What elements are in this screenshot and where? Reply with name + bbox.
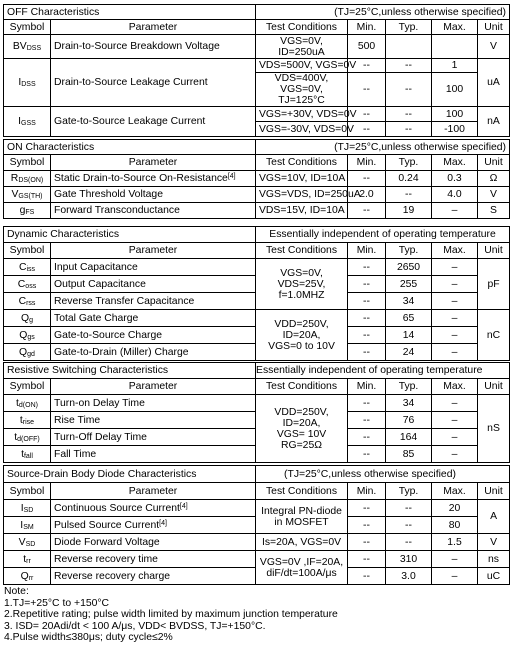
- diode-section-title: Source-Drain Body Diode Characteristics: [4, 466, 256, 483]
- symbol-cell: $t_{fall}$: [4, 446, 51, 463]
- min-cell: --: [348, 327, 386, 344]
- parameter-cell: Reverse recovery charge: [51, 568, 256, 585]
- symbol-cell: $I_{SM}$: [4, 517, 51, 534]
- note-3: 3. ISD= 20Adi/dt < 100 A/μs, VDD< BVDSS, TJ=+150°C.: [4, 620, 266, 632]
- note-4: 4.Pulse width≤380μs; duty cycle≤2%: [4, 632, 173, 644]
- symbol-cell: $t_{rise}$: [4, 412, 51, 429]
- condition-cell: VDS=400V, VGS=0V, TJ=125°C: [256, 73, 348, 107]
- notes-heading: Note:: [4, 586, 29, 597]
- body-diode-table: [3, 465, 510, 585]
- min-cell: --: [348, 293, 386, 310]
- max-cell: –: [432, 568, 478, 585]
- parameter-cell: Gate Threshold Voltage: [51, 187, 256, 203]
- header-max: Max.: [432, 243, 478, 259]
- typ-cell: 85: [386, 446, 432, 463]
- typ-cell: 255: [386, 276, 432, 293]
- typ-cell: 34: [386, 395, 432, 412]
- parameter-cell: Reverse Transfer Capacitance: [51, 293, 256, 310]
- unit-cell: uA: [478, 59, 510, 107]
- min-cell: --: [348, 500, 386, 517]
- header-conditions: Test Conditions: [256, 243, 348, 259]
- max-cell: 100: [432, 107, 478, 122]
- condition-cell: Is=20A, VGS=0V: [256, 534, 348, 551]
- typ-cell: 19: [386, 203, 432, 219]
- min-cell: --: [348, 551, 386, 568]
- table-row: [4, 107, 510, 122]
- header-parameter: Parameter: [51, 379, 256, 395]
- unit-cell: V: [478, 35, 510, 59]
- header-symbol: Symbol: [4, 243, 51, 259]
- min-cell: --: [348, 412, 386, 429]
- condition-cell: VDD=250V, ID=20A, VGS=0 to 10V: [256, 310, 348, 361]
- off-characteristics-table: [3, 4, 510, 137]
- max-cell: 0.3: [432, 171, 478, 187]
- header-unit: Unit: [478, 483, 510, 500]
- header-symbol: Symbol: [4, 483, 51, 500]
- max-cell: 1.5: [432, 534, 478, 551]
- header-max: Max.: [432, 155, 478, 171]
- symbol-cell: $Q_{gs}$: [4, 327, 51, 344]
- condition-cell: VGS=-30V, VDS=0V: [256, 122, 348, 137]
- typ-cell: 310: [386, 551, 432, 568]
- min-cell: --: [348, 107, 386, 122]
- symbol-cell: $I_{GSS}$: [4, 107, 51, 137]
- typ-cell: 0.24: [386, 171, 432, 187]
- parameter-cell: Rise Time: [51, 412, 256, 429]
- min-cell: --: [348, 73, 386, 107]
- header-symbol: Symbol: [4, 20, 51, 35]
- typ-cell: --: [386, 187, 432, 203]
- max-cell: –: [432, 412, 478, 429]
- table-row: [4, 310, 510, 327]
- header-max: Max.: [432, 379, 478, 395]
- parameter-cell: Fall Time: [51, 446, 256, 463]
- table-row: [4, 203, 510, 219]
- header-min: Min.: [348, 243, 386, 259]
- min-cell: --: [348, 203, 386, 219]
- typ-cell: --: [386, 534, 432, 551]
- header-conditions: Test Conditions: [256, 20, 348, 35]
- min-cell: --: [348, 446, 386, 463]
- typ-cell: --: [386, 500, 432, 517]
- table-row: [4, 59, 510, 73]
- max-cell: 1: [432, 59, 478, 73]
- table-row: [4, 259, 510, 276]
- typ-cell: 2650: [386, 259, 432, 276]
- on-header-row: [4, 155, 510, 171]
- unit-cell: uC: [478, 568, 510, 585]
- symbol-cell: $t_{d(OFF)}$: [4, 429, 51, 446]
- table-row: [4, 187, 510, 203]
- min-cell: --: [348, 517, 386, 534]
- typ-cell: --: [386, 517, 432, 534]
- unit-cell: pF: [478, 259, 510, 310]
- header-parameter: Parameter: [51, 20, 256, 35]
- condition-cell: VDD=250V, ID=20A, VGS= 10V RG=25Ω: [256, 395, 348, 463]
- min-cell: 500: [348, 35, 386, 59]
- symbol-cell: $C_{rss}$: [4, 293, 51, 310]
- dynamic-section-condition: Essentially independent of operating temperature: [256, 227, 510, 243]
- diode-section-condition: (TJ=25°C,unless otherwise specified): [256, 466, 510, 483]
- min-cell: --: [348, 171, 386, 187]
- resistive-switching-table: [3, 362, 510, 463]
- max-cell: –: [432, 344, 478, 361]
- max-cell: –: [432, 276, 478, 293]
- parameter-cell: Turn-Off Delay Time: [51, 429, 256, 446]
- max-cell: –: [432, 310, 478, 327]
- max-cell: –: [432, 293, 478, 310]
- min-cell: --: [348, 310, 386, 327]
- note-1: 1.TJ=+25°C to +150°C: [4, 597, 110, 609]
- max-cell: –: [432, 551, 478, 568]
- parameter-cell: Drain-to-Source Leakage Current: [51, 59, 256, 107]
- parameter-cell: Gate-to-Source Leakage Current: [51, 107, 256, 137]
- unit-cell: nS: [478, 395, 510, 463]
- header-typ: Typ.: [386, 483, 432, 500]
- unit-cell: S: [478, 203, 510, 219]
- typ-cell: 14: [386, 327, 432, 344]
- min-cell: --: [348, 429, 386, 446]
- header-typ: Typ.: [386, 243, 432, 259]
- max-cell: –: [432, 446, 478, 463]
- header-min: Min.: [348, 155, 386, 171]
- symbol-cell: $t_{rr}$: [4, 551, 51, 568]
- dynamic-header-row: [4, 243, 510, 259]
- parameter-cell: Diode Forward Voltage: [51, 534, 256, 551]
- parameter-cell: Static Drain-to-Source On-Resistance[4]: [51, 171, 256, 187]
- header-conditions: Test Conditions: [256, 379, 348, 395]
- parameter-cell: Total Gate Charge: [51, 310, 256, 327]
- on-characteristics-table: [3, 139, 510, 219]
- notes-block: [4, 586, 510, 644]
- min-cell: --: [348, 395, 386, 412]
- symbol-cell: $t_{d(ON)}$: [4, 395, 51, 412]
- min-cell: --: [348, 259, 386, 276]
- unit-cell: V: [478, 534, 510, 551]
- min-cell: --: [348, 568, 386, 585]
- symbol-cell: $C_{iss}$: [4, 259, 51, 276]
- max-cell: 4.0: [432, 187, 478, 203]
- typ-cell: --: [386, 107, 432, 122]
- condition-cell: VGS=0V, VDS=25V, f=1.0MHZ: [256, 259, 348, 310]
- header-unit: Unit: [478, 155, 510, 171]
- header-conditions: Test Conditions: [256, 155, 348, 171]
- min-cell: --: [348, 59, 386, 73]
- max-cell: –: [432, 327, 478, 344]
- parameter-cell: Pulsed Source Current[4]: [51, 517, 256, 534]
- switching-section-title: Resistive Switching Characteristics: [4, 363, 256, 379]
- on-section-title: ON Characteristics: [4, 140, 256, 155]
- max-cell: –: [432, 203, 478, 219]
- header-max: Max.: [432, 483, 478, 500]
- header-unit: Unit: [478, 243, 510, 259]
- header-typ: Typ.: [386, 379, 432, 395]
- unit-cell: nC: [478, 310, 510, 361]
- symbol-cell: $R_{DS(ON)}$: [4, 171, 51, 187]
- dynamic-section-title: Dynamic Characteristics: [4, 227, 256, 243]
- symbol-cell: $g_{FS}$: [4, 203, 51, 219]
- max-cell: –: [432, 259, 478, 276]
- condition-cell: VGS=+30V, VDS=0V: [256, 107, 348, 122]
- note-2: 2.Repetitive rating; pulse width limited by maximum junction temperature: [4, 609, 338, 621]
- switching-header-row: [4, 379, 510, 395]
- header-unit: Unit: [478, 379, 510, 395]
- table-row: [4, 551, 510, 568]
- parameter-cell: Forward Transconductance: [51, 203, 256, 219]
- symbol-cell: $I_{SD}$: [4, 500, 51, 517]
- typ-cell: [386, 35, 432, 59]
- typ-cell: 164: [386, 429, 432, 446]
- header-min: Min.: [348, 20, 386, 35]
- symbol-cell: $V_{GS(TH)}$: [4, 187, 51, 203]
- condition-cell: VGS=0V, ID=250uA: [256, 35, 348, 59]
- header-max: Max.: [432, 20, 478, 35]
- dynamic-characteristics-table: [3, 226, 510, 361]
- symbol-cell: $V_{SD}$: [4, 534, 51, 551]
- symbol-cell: $BV_{DSS}$: [4, 35, 51, 59]
- parameter-cell: Reverse recovery time: [51, 551, 256, 568]
- typ-cell: 24: [386, 344, 432, 361]
- max-cell: 80: [432, 517, 478, 534]
- header-typ: Typ.: [386, 20, 432, 35]
- on-section-condition: (TJ=25°C,unless otherwise specified): [256, 140, 510, 155]
- header-conditions: Test Conditions: [256, 483, 348, 500]
- condition-cell: VGS=10V, ID=10A: [256, 171, 348, 187]
- parameter-cell: Input Capacitance: [51, 259, 256, 276]
- typ-cell: --: [386, 73, 432, 107]
- typ-cell: --: [386, 59, 432, 73]
- header-unit: Unit: [478, 20, 510, 35]
- table-row: [4, 500, 510, 517]
- header-min: Min.: [348, 483, 386, 500]
- typ-cell: 34: [386, 293, 432, 310]
- symbol-cell: $C_{oss}$: [4, 276, 51, 293]
- typ-cell: 65: [386, 310, 432, 327]
- max-cell: -100: [432, 122, 478, 137]
- parameter-cell: Turn-on Delay Time: [51, 395, 256, 412]
- off-section-condition: (TJ=25°C,unless otherwise specified): [256, 5, 510, 20]
- symbol-cell: $Q_{rr}$: [4, 568, 51, 585]
- min-cell: --: [348, 122, 386, 137]
- symbol-cell: $Q_{gd}$: [4, 344, 51, 361]
- header-min: Min.: [348, 379, 386, 395]
- unit-cell: nA: [478, 107, 510, 137]
- min-cell: --: [348, 276, 386, 293]
- off-header-row: [4, 20, 510, 35]
- parameter-cell: Continuous Source Current[4]: [51, 500, 256, 517]
- unit-cell: A: [478, 500, 510, 534]
- max-cell: –: [432, 429, 478, 446]
- max-cell: 20: [432, 500, 478, 517]
- parameter-cell: Gate-to-Source Charge: [51, 327, 256, 344]
- unit-cell: Ω: [478, 171, 510, 187]
- condition-cell: VGS=VDS, ID=250uA: [256, 187, 348, 203]
- unit-cell: ns: [478, 551, 510, 568]
- header-symbol: Symbol: [4, 155, 51, 171]
- switching-section-condition: Essentially independent of operating temperature: [256, 363, 510, 379]
- header-parameter: Parameter: [51, 243, 256, 259]
- header-symbol: Symbol: [4, 379, 51, 395]
- table-row: [4, 171, 510, 187]
- min-cell: --: [348, 344, 386, 361]
- max-cell: 100: [432, 73, 478, 107]
- min-cell: --: [348, 534, 386, 551]
- condition-cell: VDS=15V, ID=10A: [256, 203, 348, 219]
- header-parameter: Parameter: [51, 155, 256, 171]
- unit-cell: V: [478, 187, 510, 203]
- symbol-cell: $Q_g$: [4, 310, 51, 327]
- header-typ: Typ.: [386, 155, 432, 171]
- max-cell: –: [432, 395, 478, 412]
- off-section-title: OFF Characteristics: [4, 5, 256, 20]
- symbol-cell: $I_{DSS}$: [4, 59, 51, 107]
- table-row: [4, 395, 510, 412]
- condition-cell: VDS=500V, VGS=0V: [256, 59, 348, 73]
- condition-cell: Integral PN-diode in MOSFET: [256, 500, 348, 534]
- header-parameter: Parameter: [51, 483, 256, 500]
- max-cell: [432, 35, 478, 59]
- parameter-cell: Drain-to-Source Breakdown Voltage: [51, 35, 256, 59]
- min-cell: 2.0: [348, 187, 386, 203]
- typ-cell: 3.0: [386, 568, 432, 585]
- table-row: [4, 534, 510, 551]
- typ-cell: --: [386, 122, 432, 137]
- parameter-cell: Gate-to-Drain (Miller) Charge: [51, 344, 256, 361]
- typ-cell: 76: [386, 412, 432, 429]
- table-row: [4, 35, 510, 59]
- diode-header-row: [4, 483, 510, 500]
- parameter-cell: Output Capacitance: [51, 276, 256, 293]
- condition-cell: VGS=0V ,IF=20A, diF/dt=100A/μs: [256, 551, 348, 585]
